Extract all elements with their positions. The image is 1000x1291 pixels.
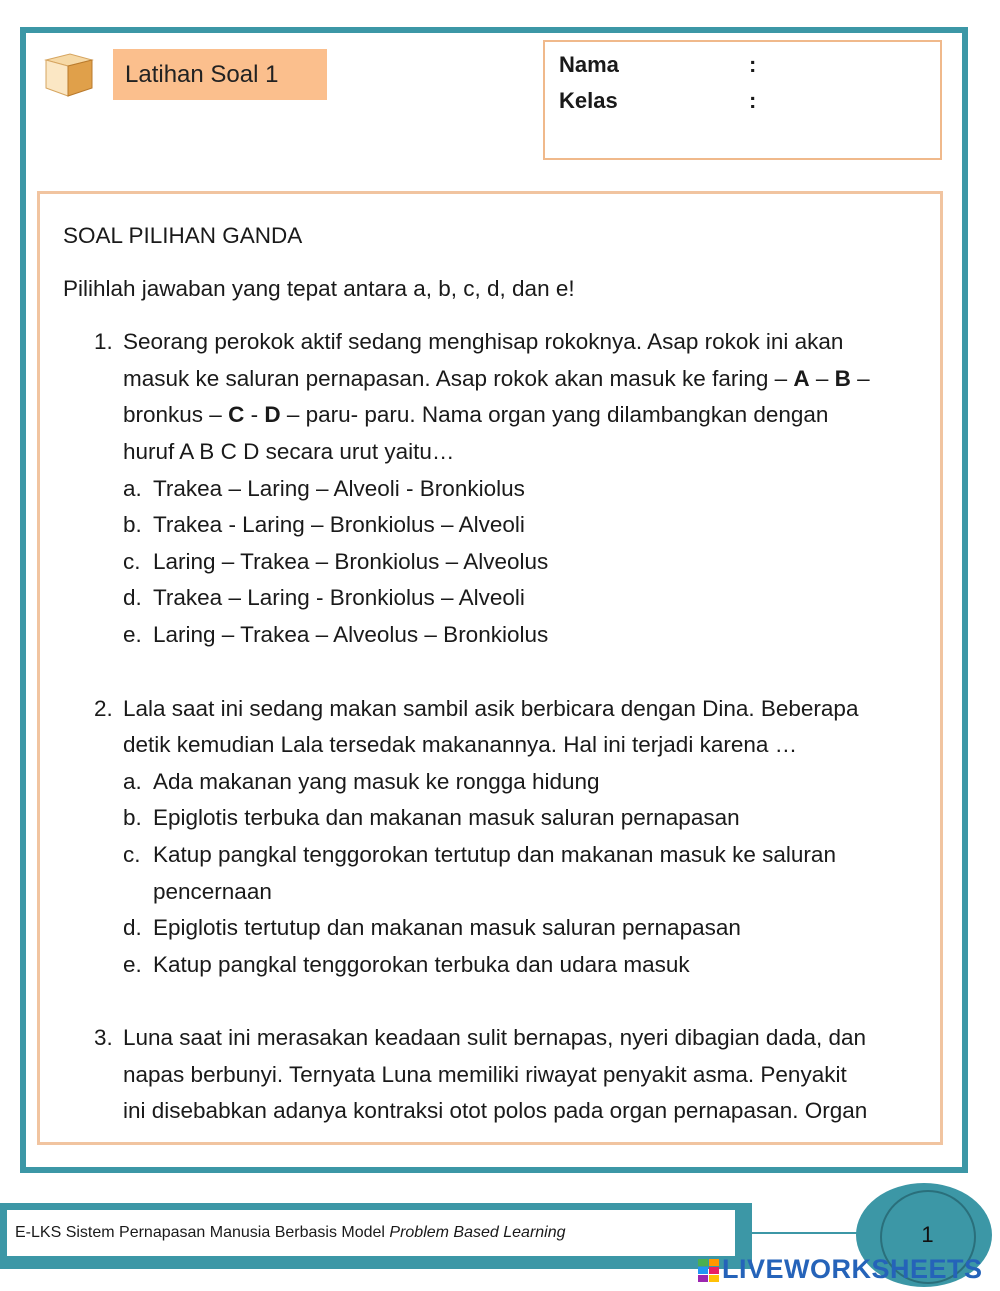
option-text: Katup pangkal tenggorokan terbuka dan udara masuk xyxy=(153,952,690,977)
class-label: Kelas xyxy=(559,88,618,113)
option-a[interactable] xyxy=(123,471,525,508)
question-number: 3. xyxy=(94,1025,113,1050)
class-colon: : xyxy=(749,88,757,113)
question-box xyxy=(37,191,943,1145)
footer-text-prefix: E-LKS Sistem Pernapasan Manusia Berbasis Model xyxy=(15,1224,390,1241)
option-text: pencernaan xyxy=(153,879,272,904)
footer-text xyxy=(7,1210,735,1256)
liveworksheets-watermark: LIVEWORKSHEETS xyxy=(722,1254,983,1284)
option-text: Trakea – Laring - Bronkiolus – Alveoli xyxy=(153,585,525,610)
student-id-box xyxy=(543,40,942,160)
option-text: Ada makanan yang masuk ke rongga hidung xyxy=(153,769,600,794)
question-line: huruf A B C D secara urut yaitu… xyxy=(123,439,455,464)
option-text: Laring – Trakea – Bronkiolus – Alveolus xyxy=(153,549,549,574)
option-letter: c. xyxy=(123,842,141,867)
question-line: Lala saat ini sedang makan sambil asik berbicara dengan Dina. Beberapa xyxy=(123,696,859,721)
question-line: detik kemudian Lala tersedak makanannya. Hal ini terjadi karena … xyxy=(123,732,798,757)
section-heading: SOAL PILIHAN GANDA xyxy=(63,223,303,248)
option-c-continued xyxy=(123,874,272,911)
option-letter: b. xyxy=(123,512,142,537)
question-line: bronkus – C - D – paru- paru. Nama organ yang dilambangkan dengan xyxy=(123,402,829,427)
option-letter: c. xyxy=(123,549,141,574)
liveworksheets-logo-icon xyxy=(698,1259,720,1283)
question-line: napas berbunyi. Ternyata Luna memiliki riwayat penyakit asma. Penyakit xyxy=(123,1062,847,1087)
option-text: Katup pangkal tenggorokan tertutup dan makanan masuk ke saluran xyxy=(153,842,836,867)
footer-text-italic: Problem Based Learning xyxy=(389,1224,566,1241)
option-letter: a. xyxy=(123,769,142,794)
option-letter: e. xyxy=(123,622,142,647)
option-c[interactable] xyxy=(123,544,548,581)
page-title: Latihan Soal 1 xyxy=(113,49,327,100)
option-text: Epiglotis tertutup dan makanan masuk saluran pernapasan xyxy=(153,915,741,940)
option-text: Epiglotis terbuka dan makanan masuk saluran pernapasan xyxy=(153,805,740,830)
name-label: Nama xyxy=(559,52,619,77)
question-line: Luna saat ini merasakan keadaan sulit bernapas, nyeri dibagian dada, dan xyxy=(123,1025,867,1050)
option-text: Trakea - Laring – Bronkiolus – Alveoli xyxy=(153,512,525,537)
option-letter: e. xyxy=(123,952,142,977)
option-b[interactable] xyxy=(123,507,525,544)
class-field xyxy=(559,88,757,114)
option-c[interactable] xyxy=(123,837,836,874)
question-line: ini disebabkan adanya kontraksi otot polos pada organ pernapasan. Organ xyxy=(123,1098,868,1123)
option-letter: b. xyxy=(123,805,142,830)
instruction-text: Pilihlah jawaban yang tepat antara a, b, c, d, dan e! xyxy=(63,276,575,301)
question-number: 2. xyxy=(94,696,113,721)
option-d[interactable] xyxy=(123,580,525,617)
page-number: 1 xyxy=(921,1222,934,1247)
option-letter: a. xyxy=(123,476,142,501)
option-letter: d. xyxy=(123,585,142,610)
cube-icon xyxy=(40,50,96,98)
option-a[interactable] xyxy=(123,764,600,801)
name-field xyxy=(559,52,757,78)
option-b[interactable] xyxy=(123,800,740,837)
footer-connector xyxy=(752,1232,867,1234)
option-e[interactable] xyxy=(123,617,548,654)
question-line: masuk ke saluran pernapasan. Asap rokok akan masuk ke faring – A – B – xyxy=(123,366,870,391)
option-text: Laring – Trakea – Alveolus – Bronkiolus xyxy=(153,622,549,647)
question-number: 1. xyxy=(94,329,113,354)
option-letter: d. xyxy=(123,915,142,940)
question-line: Seorang perokok aktif sedang menghisap rokoknya. Asap rokok ini akan xyxy=(123,329,844,354)
option-d[interactable] xyxy=(123,910,741,947)
option-text: Trakea – Laring – Alveoli - Bronkiolus xyxy=(153,476,525,501)
name-colon: : xyxy=(749,52,757,77)
option-e[interactable] xyxy=(123,947,690,984)
